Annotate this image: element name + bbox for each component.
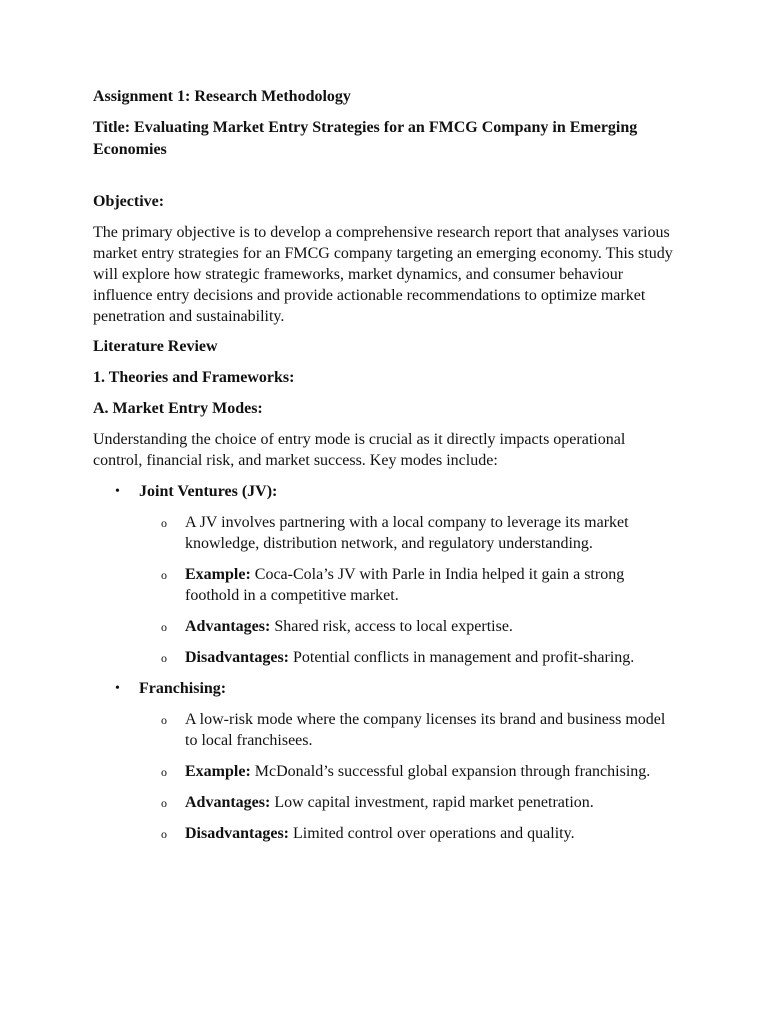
- detail-text: Low capital investment, rapid market penetration.: [270, 794, 594, 811]
- sub-bullet-icon: o: [161, 651, 167, 665]
- entry-mode-detail: [93, 823, 673, 844]
- detail-text: A low-risk mode where the company licenses its brand and business model to local franchisees.: [185, 711, 666, 749]
- sub-bullet-icon: o: [161, 765, 167, 779]
- entry-mode-detail: [93, 792, 673, 813]
- entry-mode-detail: [93, 761, 673, 782]
- detail-label: Advantages:: [185, 618, 271, 635]
- entry-mode-detail: [93, 616, 673, 637]
- detail-text: A JV involves partnering with a local company to leverage its market knowledge, distribution network, and regulatory understanding.: [185, 514, 629, 552]
- entry-mode-detail: [93, 512, 673, 554]
- document-title: Title: Evaluating Market Entry Strategies for an FMCG Company in Emerging Economies: [93, 119, 638, 158]
- literature-review-heading: Literature Review: [93, 338, 218, 355]
- document-page: [93, 86, 673, 854]
- detail-text: Potential conflicts in management and profit-sharing.: [289, 649, 635, 666]
- detail-label: Advantages:: [185, 794, 271, 811]
- entry-mode-detail: [93, 647, 673, 668]
- entry-mode-detail: [93, 564, 673, 606]
- detail-text: McDonald’s successful global expansion through franchising.: [250, 763, 651, 780]
- sub-bullet-icon: o: [161, 827, 167, 841]
- entry-modes-intro: Understanding the choice of entry mode is crucial as it directly impacts operational control, financial risk, and market success. Key modes include:: [93, 431, 626, 469]
- entry-mode-title: Franchising:: [139, 680, 227, 697]
- detail-text: Limited control over operations and quality.: [289, 825, 575, 842]
- sub-bullet-icon: o: [161, 713, 167, 727]
- detail-label: Example:: [185, 763, 251, 780]
- entry-modes-list: [93, 481, 673, 854]
- section-1-heading: 1. Theories and Frameworks:: [93, 369, 295, 386]
- detail-label: Disadvantages:: [185, 649, 290, 666]
- sub-bullet-icon: o: [161, 516, 167, 530]
- section-a-heading: A. Market Entry Modes:: [93, 400, 263, 417]
- bullet-icon: •: [115, 681, 120, 696]
- sub-bullet-icon: o: [161, 620, 167, 634]
- detail-label: Example:: [185, 566, 251, 583]
- detail-label: Disadvantages:: [185, 825, 290, 842]
- detail-text: Shared risk, access to local expertise.: [270, 618, 513, 635]
- assignment-title: Assignment 1: Research Methodology: [93, 88, 351, 105]
- objective-heading: Objective:: [93, 193, 165, 210]
- entry-mode-bullet: [93, 678, 673, 699]
- detail-text: Coca-Cola’s JV with Parle in India helped it gain a strong foothold in a competitive market.: [185, 566, 625, 604]
- bullet-icon: •: [115, 484, 120, 499]
- sub-bullet-icon: o: [161, 796, 167, 810]
- objective-paragraph: The primary objective is to develop a comprehensive research report that analyses various market entry strategies for an FMCG company targeting an emerging economy. This study will explore how strategic frameworks, market dynamics, and consumer behaviour influence entry decisions and provide actionable recommendations to optimize market penetration and sustainability.: [93, 224, 673, 325]
- entry-mode-detail: [93, 709, 673, 751]
- entry-mode-bullet: [93, 481, 673, 502]
- sub-bullet-icon: o: [161, 568, 167, 582]
- entry-mode-title: Joint Ventures (JV):: [139, 483, 278, 500]
